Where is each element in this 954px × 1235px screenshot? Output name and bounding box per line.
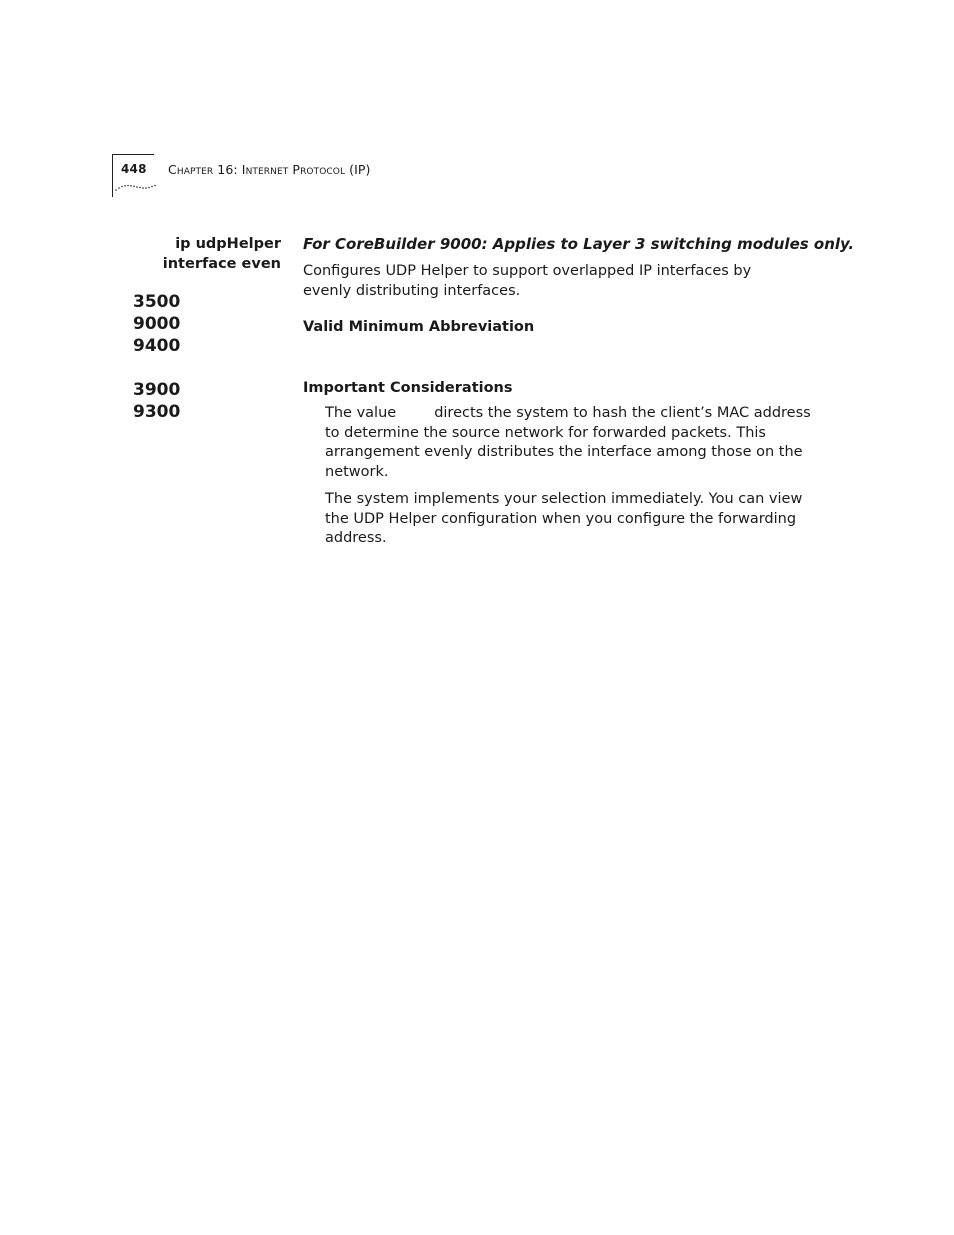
header-horizontal-rule xyxy=(112,154,154,155)
platform-number: 9400 xyxy=(133,336,181,356)
abbreviation-heading: Valid Minimum Abbreviation xyxy=(303,319,535,335)
command-description: Configures UDP Helper to support overlapped IP interfaces by evenly distributing interfaces. xyxy=(303,263,752,299)
consideration-paragraph-1 xyxy=(325,404,817,482)
platform-list-secondary xyxy=(133,379,180,423)
page-header xyxy=(112,154,412,198)
applies-note: For CoreBuilder 9000: Applies to Layer 3 switching modules only. xyxy=(303,235,855,253)
command-name-line-1: ip udpHelper xyxy=(175,236,281,252)
platform-number: 9000 xyxy=(133,314,181,334)
command-name-line-2: interface even xyxy=(162,256,281,272)
header-vertical-rule xyxy=(112,154,113,197)
platform-number: 9300 xyxy=(133,402,181,422)
page-number: 448 xyxy=(121,162,147,176)
paragraph-lead: The value xyxy=(325,405,397,421)
platform-list-primary xyxy=(133,291,180,357)
paragraph-rest: directs the system to hash the client’s MAC address to determine the source network for forwarded packets. This arrangement evenly distributes the interface among those on the network. xyxy=(325,405,811,480)
platform-number: 3900 xyxy=(133,380,181,400)
consideration-paragraph-2: The system implements your selection immediately. You can view the UDP Helper configuration when you configure the forwarding address. xyxy=(325,491,803,546)
dotted-ornament-icon xyxy=(114,182,158,192)
considerations-heading: Important Considerations xyxy=(303,380,513,396)
command-name xyxy=(150,234,281,274)
platform-number: 3500 xyxy=(133,292,181,312)
chapter-title: Chapter 16: Internet Protocol (IP) xyxy=(168,162,371,177)
